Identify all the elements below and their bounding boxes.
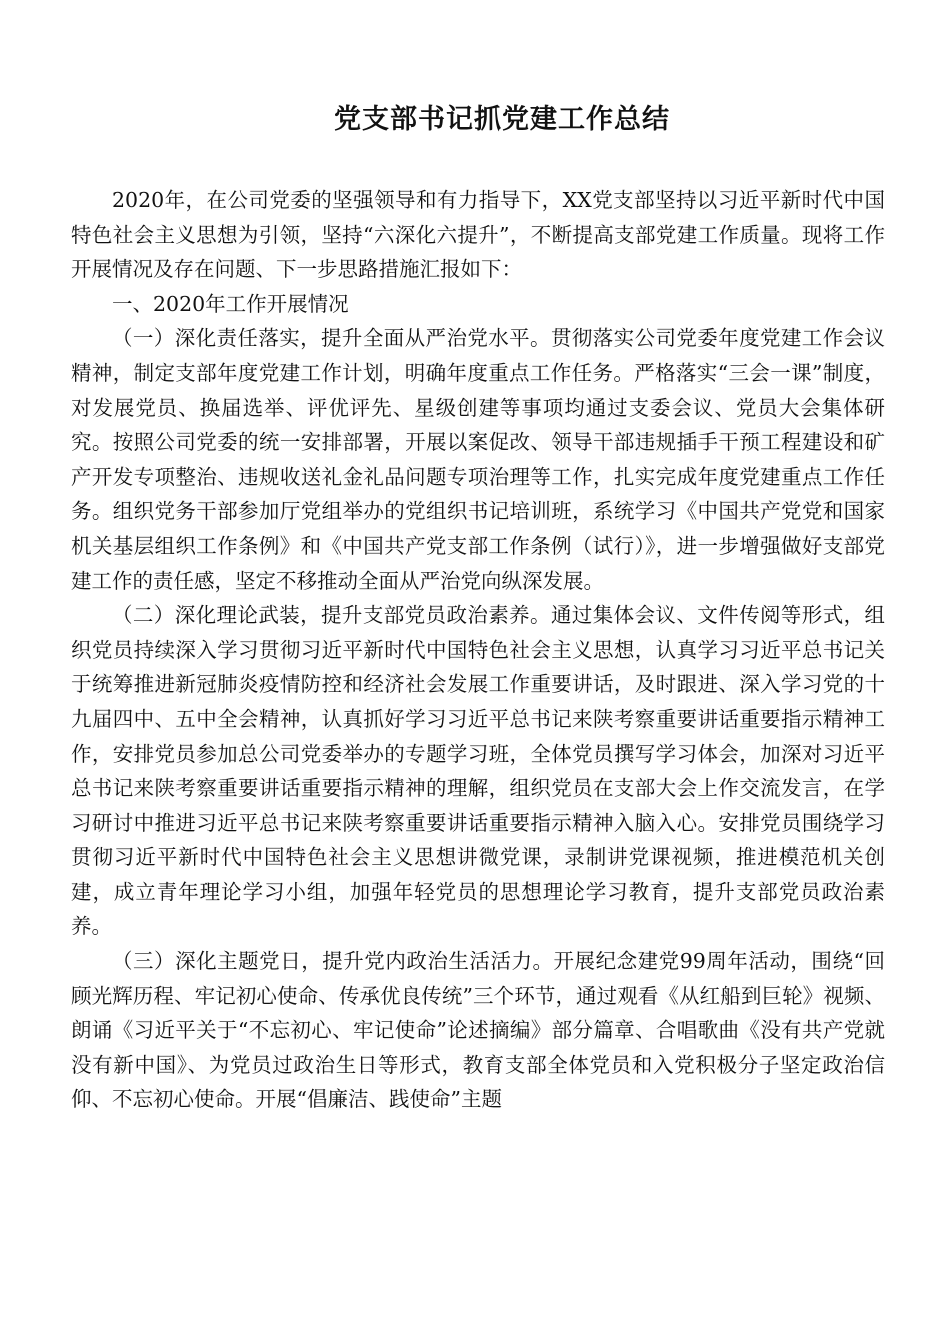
body-paragraph: （二）深化理论武装，提升支部党员政治素养。通过集体会议、文件传阅等形式，组织党员持续深入学习贯彻习近平新时代中国特色社会主义思想，认真学习习近平总书记关于统筹推进新冠肺炎疫情防控和经济社会发展工作重要讲话，及时跟进、深入学习党的十九届四中、五中全会精神，认真抓好学习习近平总书记来陕考察重要讲话重要指示精神工作，安排党员参加总公司党委举办的专题学习班，全体党员撰写学习体会，加深对习近平总书记来陕考察重要讲话重要指示精神的理解，组织党员在支部大会上作交流发言，在学习研讨中推进习近平总书记来陕考察重要讲话重要指示精神入脑入心。安排党员围绕学习贯彻习近平新时代中国特色社会主义思想讲微党课，录制讲党课视频，推进模范机关创建，成立青年理论学习小组，加强年轻党员的思想理论学习教育，提升支部党员政治素养。 — [71, 603, 885, 939]
body-paragraph: （三）深化主题党日，提升党内政治生活活力。开展纪念建党99周年活动，围绕“回顾光辉历程、牢记初心使命、传承优良传统”三个环节，通过观看《从红船到巨轮》视频、朗诵《习近平关于“不忘初心、牢记使命”论述摘编》部分篇章、合唱歌曲《没有共产党就没有新中国》、为党员过政治生日等形式，教育支部全体党员和入党积极分子坚定政治信仰、不忘初心使命。开展“倡廉洁、践使命”主题 — [71, 949, 885, 1112]
document-title: 党支部书记抓党建工作总结 — [334, 104, 670, 135]
section-heading: 一、2020年工作开展情况 — [112, 291, 349, 316]
document-body — [71, 183, 885, 1117]
body-paragraph: （一）深化责任落实，提升全面从严治党水平。贯彻落实公司党委年度党建工作会议精神，制定支部年度党建工作计划，明确年度重点工作任务。严格落实“三会一课”制度，对发展党员、换届选举、评优评先、星级创建等事项均通过支委会议、党员大会集体研究。按照公司党委的统一安排部署，开展以案促改、领导干部违规插手干预工程建设和矿产开发专项整治、违规收送礼金礼品问题专项治理等工作，扎实完成年度党建重点工作任务。组织党务干部参加厅党组举办的党组织书记培训班，系统学习《中国共产党党和国家机关基层组织工作条例》和《中国共产党支部工作条例（试行）》，进一步增强做好支部党建工作的责任感，坚定不移推动全面从严治党向纵深发展。 — [71, 326, 885, 593]
intro-paragraph: 2020年，在公司党委的坚强领导和有力指导下，XX党支部坚持以习近平新时代中国特色社会主义思想为引领，坚持“六深化六提升”，不断提高支部党建工作质量。现将工作开展情况及存在问题、下一步思路措施汇报如下： — [71, 188, 885, 282]
